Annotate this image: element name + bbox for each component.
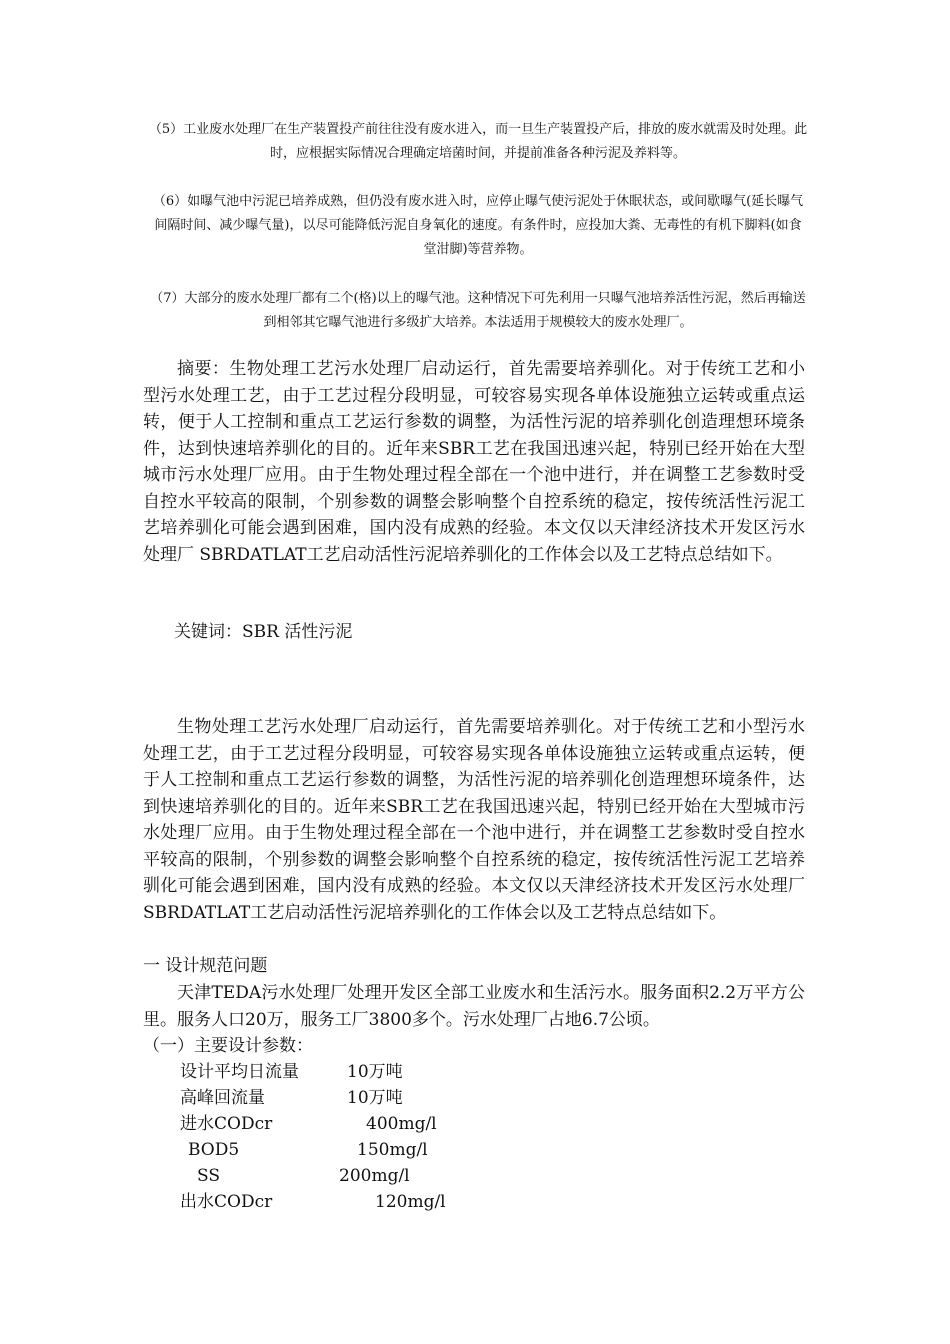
param-label: 设计平均日流量	[180, 1062, 299, 1082]
abstract-paragraph: 摘要：生物处理工艺污水处理厂启动运行，首先需要培养驯化。对于传统工艺和小型污水处理工艺，由于工艺过程分段明显，可较容易实现各单体设施独立运转或重点运转，便于人工控制和重点工艺运行参数的调整，为活性污泥的培养驯化创造理想环境条件，达到快速培养驯化的目的。近年来SBR工艺在我国迅速兴起，特别已经开始在大型城市污水处理厂应用。由于生物处理过程全部在一个池中进行，并在调整工艺参数时受自控水平较高的限制，个别参数的调整会影响整个自控系统的稳定，按传统活性污泥工艺培养驯化可能会遇到困难，国内没有成熟的经验。本文仅以天津经济技术开发区污水处理厂 SBRDATLAT工艺启动活性污泥培养驯化的工作体会以及工艺特点总结如下。	[143, 359, 805, 565]
list-item-5: （5）工业废水处理厂在生产装置投产前往往没有废水进入，而一旦生产装置投产后，排放的废水就需及时处理。此时，应根据实际情况合理确定培菌时间，并提前准备各种污泥及养料等。	[148, 122, 808, 161]
param-label: SS	[197, 1166, 220, 1186]
param-label: 高峰回流量	[180, 1088, 265, 1108]
param-label: 进水CODcr	[180, 1114, 273, 1134]
section-heading: 一 设计规范问题	[143, 956, 268, 976]
param-value: 10万吨	[347, 1062, 403, 1082]
intro-paragraph: 生物处理工艺污水处理厂启动运行，首先需要培养驯化。对于传统工艺和小型污水处理工艺，由于工艺过程分段明显，可较容易实现各单体设施独立运转或重点运转，便于人工控制和重点工艺运行参数的调整，为活性污泥的培养驯化创造理想环境条件，达到快速培养驯化的目的。近年来SBR工艺在我国迅速兴起，特别已经开始在大型城市污水处理厂应用。由于生物处理过程全部在一个池中进行，并在调整工艺参数时受自控水平较高的限制，个别参数的调整会影响整个自控系统的稳定，按传统活性污泥工艺培养驯化可能会遇到困难，国内没有成熟的经验。本文仅以天津经济技术开发区污水处理厂 SBRDATLAT工艺启动活性污泥培养驯化的工作体会以及工艺特点总结如下。	[143, 717, 805, 923]
param-value: 400mg/l	[366, 1114, 437, 1134]
param-value: 10万吨	[347, 1088, 403, 1108]
keywords-line: 关键词：SBR 活性污泥	[174, 622, 353, 642]
param-label: 出水CODcr	[180, 1192, 273, 1212]
list-item-7: （7）大部分的废水处理厂都有二个(格)以上的曝气池。这种情况下可先利用一只曝气池培养活性污泥，然后再输送到相邻其它曝气池进行多级扩大培养。本法适用于规模较大的废水处理厂。	[150, 291, 806, 330]
subsection-heading: （一）主要设计参数：	[143, 1036, 313, 1056]
param-value: 120mg/l	[375, 1192, 446, 1212]
param-value: 150mg/l	[357, 1140, 428, 1160]
param-value: 200mg/l	[339, 1166, 410, 1186]
teda-paragraph: 天津TEDA污水处理厂处理开发区全部工业废水和生活污水。服务面积2.2万平方公里。服务人口20万，服务工厂3800多个。污水处理厂占地6.7公顷。	[143, 983, 805, 1030]
list-item-6: （6）如曝气池中污泥已培养成熟，但仍没有废水进入时，应停止曝气使污泥处于休眠状态，或间歇曝气(延长曝气间隔时间、减少曝气量)，以尽可能降低污泥自身氧化的速度。有条件时，应投加大粪、无毒性的有机下脚料(如食堂泔脚)等营养物。	[152, 194, 804, 257]
param-label: BOD5	[188, 1140, 240, 1160]
